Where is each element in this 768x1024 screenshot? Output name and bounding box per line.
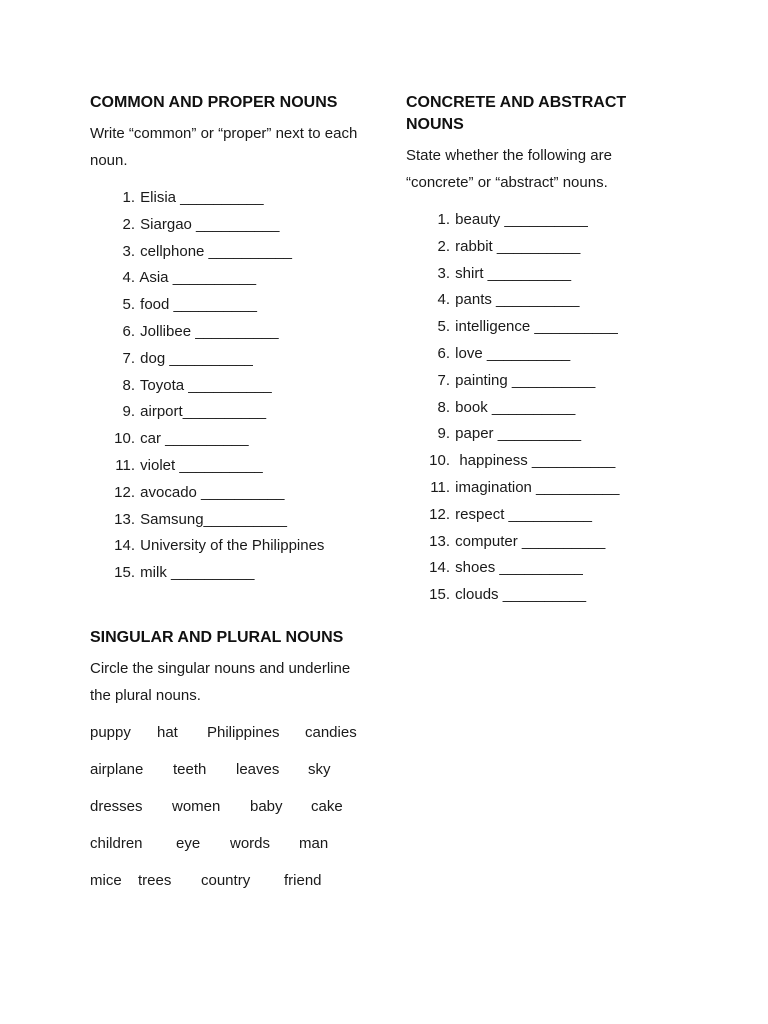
- list-item: [113, 480, 383, 507]
- list-item: [113, 319, 383, 346]
- section-title-line-2: NOUNS: [406, 116, 464, 133]
- item-number: 11.: [430, 478, 450, 496]
- item-number: 10.: [114, 430, 135, 448]
- item-text: paper __________: [455, 425, 582, 443]
- item-number: 15.: [114, 564, 135, 582]
- item-text: painting __________: [455, 371, 596, 389]
- item-text: clouds __________: [455, 586, 587, 604]
- item-text: violet __________: [140, 456, 263, 474]
- list-item: [428, 395, 728, 422]
- item-text: food __________: [140, 296, 257, 314]
- list-item: [113, 239, 383, 266]
- item-number: 9.: [437, 425, 450, 443]
- section-title: COMMON AND PROPER NOUNS: [90, 94, 338, 111]
- section-instruction: Write “common” or “proper” next to each noun.: [90, 125, 358, 169]
- list-item: [428, 287, 728, 314]
- word: sky: [308, 761, 331, 778]
- item-number: 13.: [114, 510, 135, 528]
- word: teeth: [173, 761, 207, 778]
- word: eye: [176, 835, 201, 852]
- item-number: 14.: [114, 537, 135, 555]
- section-instruction: State whether the following are “concrete” or “abstract” nouns.: [406, 147, 612, 191]
- item-number: 4.: [122, 269, 135, 287]
- list-item: [428, 207, 728, 234]
- item-text: computer __________: [455, 532, 606, 550]
- item-text: Elisia __________: [140, 189, 264, 206]
- item-number: 11.: [115, 456, 135, 474]
- concrete-abstract-list: [428, 207, 728, 609]
- item-number: 2.: [122, 215, 135, 233]
- item-text: shoes __________: [455, 559, 583, 577]
- list-item: [428, 582, 728, 609]
- item-text: Toyota __________: [139, 376, 272, 394]
- item-number: 3.: [437, 264, 450, 282]
- list-item: [113, 265, 383, 292]
- list-item: [113, 185, 383, 212]
- item-text: pants __________: [455, 291, 580, 309]
- item-number: 6.: [122, 322, 135, 340]
- word: children: [90, 835, 143, 852]
- item-number: 5.: [437, 318, 450, 336]
- item-number: 6.: [437, 344, 450, 362]
- item-text: beauty __________: [455, 211, 588, 228]
- word: words: [230, 835, 271, 852]
- section-title: [406, 92, 666, 136]
- list-item: [428, 368, 728, 395]
- concrete-abstract-list-wrap: [428, 207, 728, 609]
- item-number: 12.: [114, 483, 135, 501]
- list-item: [113, 533, 383, 560]
- item-text: Asia __________: [139, 269, 257, 287]
- item-text: rabbit __________: [455, 237, 581, 255]
- list-item: [113, 453, 383, 480]
- word: hat: [157, 724, 178, 741]
- item-number: 13.: [429, 532, 450, 550]
- item-text: cellphone __________: [140, 242, 292, 260]
- list-item: [428, 314, 728, 341]
- list-item: [428, 341, 728, 368]
- word: trees: [138, 872, 172, 889]
- list-item: [113, 507, 383, 534]
- list-item: [113, 373, 383, 400]
- word: baby: [250, 798, 283, 815]
- item-number: 7.: [122, 349, 135, 367]
- item-number: 5.: [122, 296, 135, 314]
- item-text: airport__________: [140, 403, 267, 421]
- list-item: [113, 399, 383, 426]
- item-number: 14.: [429, 559, 450, 577]
- item-text: love __________: [455, 344, 571, 362]
- word: country: [201, 872, 251, 889]
- item-text: intelligence __________: [455, 318, 618, 336]
- item-number: 2.: [437, 237, 450, 255]
- common-proper-section: [90, 92, 375, 174]
- item-text: happiness __________: [455, 452, 616, 470]
- item-text: milk __________: [140, 564, 255, 582]
- item-number: 8.: [437, 398, 450, 416]
- item-text: University of the Philippines: [140, 537, 325, 555]
- common-proper-list: [113, 185, 383, 587]
- list-item: [113, 426, 383, 453]
- item-text: imagination __________: [455, 478, 620, 496]
- item-number: 4.: [437, 291, 450, 309]
- list-item: [428, 529, 728, 556]
- item-text: respect __________: [455, 505, 592, 523]
- list-item: [428, 502, 728, 529]
- word-row: [90, 871, 322, 991]
- section-title-line-1: CONCRETE AND ABSTRACT: [406, 94, 627, 111]
- word: women: [172, 798, 221, 815]
- item-number: 9.: [122, 403, 135, 421]
- list-item: [428, 421, 728, 448]
- common-proper-list-wrap: [113, 185, 383, 587]
- item-number: 1.: [437, 211, 450, 228]
- list-item: [113, 346, 383, 373]
- list-item: [113, 292, 383, 319]
- list-item: [113, 212, 383, 239]
- word: Philippines: [207, 724, 280, 741]
- item-text: Jollibee __________: [140, 322, 279, 340]
- word: mice: [90, 872, 122, 889]
- item-number: 8.: [122, 376, 135, 394]
- word: leaves: [236, 761, 280, 778]
- word: cake: [311, 798, 343, 815]
- word: puppy: [90, 724, 131, 741]
- item-text: dog __________: [140, 349, 253, 367]
- list-item: [428, 234, 728, 261]
- section-title: SINGULAR AND PLURAL NOUNS: [90, 629, 344, 646]
- item-number: 3.: [122, 242, 135, 260]
- list-item: [428, 261, 728, 288]
- item-number: 10.: [429, 452, 450, 470]
- item-text: avocado __________: [140, 483, 285, 501]
- item-number: 15.: [429, 586, 450, 604]
- item-number: 7.: [437, 371, 450, 389]
- section-instruction: Circle the singular nouns and underline the plural nouns.: [90, 660, 351, 704]
- item-number: 1.: [122, 189, 135, 206]
- concrete-abstract-section: [406, 92, 666, 196]
- item-text: book __________: [455, 398, 576, 416]
- list-item: [428, 475, 728, 502]
- item-text: Siargao __________: [140, 215, 280, 233]
- word: dresses: [90, 798, 143, 815]
- item-text: shirt __________: [455, 264, 572, 282]
- singular-plural-section: [90, 627, 375, 709]
- word: friend: [284, 872, 322, 889]
- word: candies: [305, 724, 357, 741]
- item-text: Samsung__________: [140, 510, 287, 528]
- word: man: [299, 835, 329, 852]
- list-item: [113, 560, 383, 587]
- list-item: [428, 448, 728, 475]
- list-item: [428, 555, 728, 582]
- word: airplane: [90, 761, 144, 778]
- item-number: 12.: [429, 505, 450, 523]
- item-text: car __________: [140, 430, 249, 448]
